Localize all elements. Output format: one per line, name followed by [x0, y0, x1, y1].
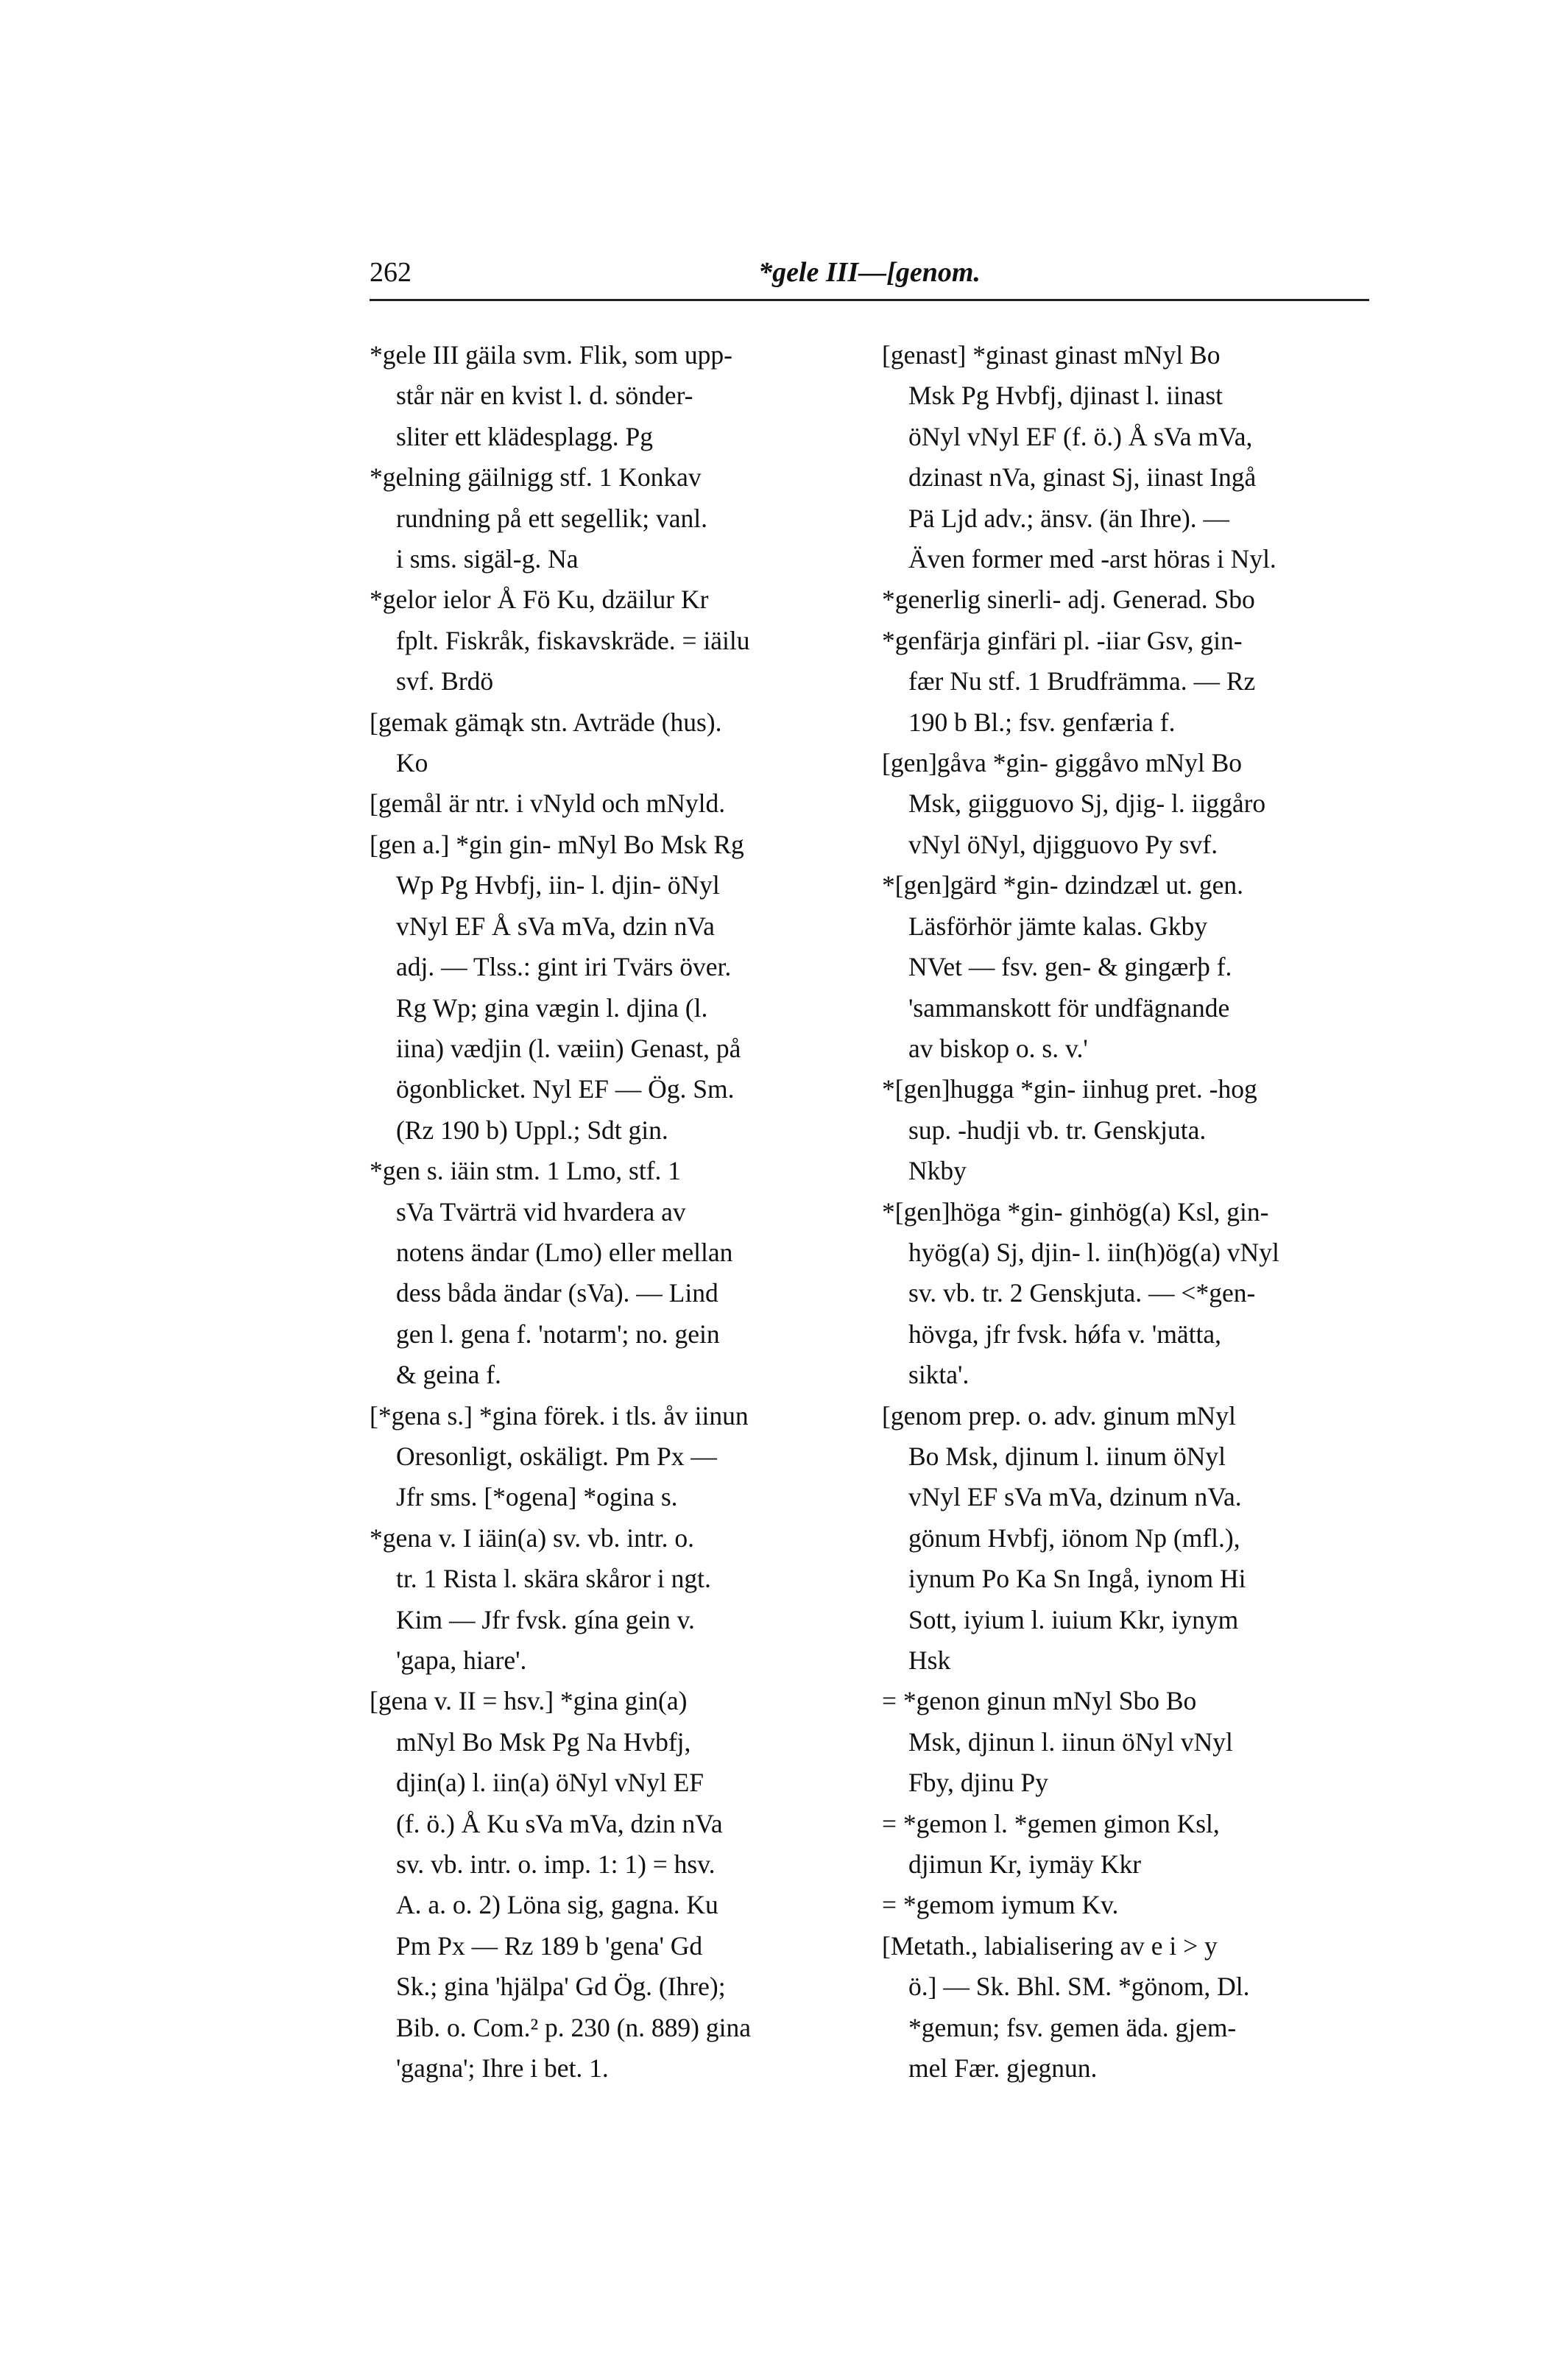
entry-line: *genfärja ginfäri pl. -iiar Gsv, gin- — [882, 625, 1243, 655]
entry-line: sikta'. — [908, 1360, 970, 1390]
entry-line: hyög(a) Sj, djin- l. iin(h)ög(a) vNyl — [908, 1237, 1279, 1267]
entry-line: *gelning gäilnigg stf. 1 Konkav — [370, 462, 702, 493]
entry-line: fær Nu stf. 1 Brudfrämma. — Rz — [908, 666, 1256, 696]
entry-line: djimun Kr, iymäy Kkr — [908, 1849, 1142, 1880]
entry-line: Pm Px — Rz 189 b 'gena' Gd — [396, 1930, 703, 1961]
entry-line: vNyl EF sVa mVa, dzinum nVa. — [908, 1482, 1242, 1512]
entry-line: av biskop o. s. v.' — [908, 1033, 1088, 1063]
entry-line: rundning på ett segellik; vanl. — [396, 503, 707, 533]
entry-line: NVet — fsv. gen- & gingærþ f. — [908, 952, 1232, 982]
entry-line: [Metath., labialisering av e i > y — [882, 1930, 1218, 1961]
entry-line: 190 b Bl.; fsv. genfæria f. — [908, 707, 1176, 737]
entry-line: *gen s. iäin stm. 1 Lmo, stf. 1 — [370, 1156, 682, 1186]
entry-line: *gelor ielor Å Fö Ku, dzäilur Kr — [370, 585, 709, 615]
entry-line: i sms. sigäl-g. Na — [396, 544, 579, 574]
entry-line: [genom prep. o. adv. ginum mNyl — [882, 1400, 1236, 1431]
entry-line: öNyl vNyl EF (f. ö.) Å sVa mVa, — [908, 421, 1253, 451]
entry-line: Jfr sms. [*ogena] *ogina s. — [396, 1482, 678, 1512]
entry-line: notens ändar (Lmo) eller mellan — [396, 1237, 733, 1267]
entry-line: [gen a.] *gin gin- mNyl Bo Msk Rg — [370, 829, 744, 859]
entry-line: sliter ett klädesplagg. Pg — [396, 421, 654, 451]
entry-line: Pä Ljd adv.; änsv. (än Ihre). — — [908, 503, 1230, 533]
entry-line: mel Fær. gjegnun. — [908, 2053, 1098, 2084]
entry-line: fplt. Fiskråk, fiskavskräde. = iäilu — [396, 625, 750, 655]
entry-line: Fby, djinu Py — [908, 1768, 1049, 1798]
page-number: 262 — [370, 257, 412, 288]
entry-line: sVa Tvärträ vid hvardera av — [396, 1196, 686, 1227]
entry-line: iina) vædjin (l. væiin) Genast, på — [396, 1033, 741, 1063]
entry-line: [gena v. II = hsv.] *gina gin(a) — [370, 1686, 688, 1716]
entry-line: Sott, iyium l. iuium Kkr, iynym — [908, 1604, 1239, 1634]
entry-line: gen l. gena f. 'notarm'; no. gein — [396, 1319, 720, 1349]
entry-line: iynum Po Ka Sn Ingå, iynom Hi — [908, 1564, 1246, 1594]
entry-line: [genast] *ginast ginast mNyl Bo — [882, 340, 1221, 370]
entry-line: sv. vb. tr. 2 Genskjuta. — <*gen- — [908, 1278, 1256, 1308]
entry-line: *[gen]gärd *gin- dzindzæl ut. gen. — [882, 870, 1243, 900]
entry-line: adj. — Tlss.: gint iri Tvärs över. — [396, 952, 732, 982]
entry-line: Hsk — [908, 1645, 951, 1675]
entry-line: gönum Hvbfj, iönom Np (mfl.), — [908, 1523, 1240, 1553]
entry-line: ö.] — Sk. Bhl. SM. *gönom, Dl. — [908, 1972, 1250, 2002]
entry-line: 'sammanskott för undfägnande — [908, 992, 1230, 1023]
entry-line: Oresonligt, oskäligt. Pm Px — — [396, 1441, 717, 1471]
entry-line: Rg Wp; gina vægin l. djina (l. — [396, 992, 708, 1023]
entry-line: Wp Pg Hvbfj, iin- l. djin- öNyl — [396, 870, 720, 900]
entry-line: Msk Pg Hvbfj, djinast l. iinast — [908, 381, 1223, 411]
running-head: *gele III—[genom. — [758, 257, 981, 288]
entry-line: vNyl öNyl, djigguovo Py svf. — [908, 829, 1218, 859]
entry-line: står när en kvist l. d. sönder- — [396, 381, 693, 411]
entry-line: *[gen]höga *gin- ginhög(a) Ksl, gin- — [882, 1196, 1269, 1227]
entry-line: sup. -hudji vb. tr. Genskjuta. — [908, 1115, 1207, 1145]
entry-line: *gena v. I iäin(a) sv. vb. intr. o. — [370, 1523, 695, 1553]
entry-line: hövga, jfr fvsk. hǿfa v. 'mätta, — [908, 1319, 1222, 1349]
entry-line: *gemun; fsv. gemen äda. gjem- — [908, 2012, 1237, 2042]
entry-line: & geina f. — [396, 1360, 501, 1390]
entry-line: svf. Brdö — [396, 666, 494, 696]
right-column — [882, 335, 1338, 2089]
entry-line: dzinast nVa, ginast Sj, iinast Ingå — [908, 462, 1257, 493]
entry-line: = *gemon l. *gemen gimon Ksl, — [882, 1808, 1220, 1838]
entry-line: (f. ö.) Å Ku sVa mVa, dzin nVa — [396, 1808, 723, 1838]
entry-line: Sk.; gina 'hjälpa' Gd Ög. (Ihre); — [396, 1972, 726, 2002]
entry-line: mNyl Bo Msk Pg Na Hvbfj, — [396, 1726, 691, 1757]
entry-line: [gemål är ntr. i vNyld och mNyld. — [370, 789, 726, 819]
entry-line: sv. vb. intr. o. imp. 1: 1) = hsv. — [396, 1849, 716, 1880]
entry-line: *generlig sinerli- adj. Generad. Sbo — [882, 585, 1255, 615]
entry-line: dess båda ändar (sVa). — Lind — [396, 1278, 718, 1308]
entry-line: *[gen]hugga *gin- iinhug pret. -hog — [882, 1074, 1257, 1104]
entry-line: Läsförhör jämte kalas. Gkby — [908, 911, 1208, 941]
entry-line: 'gapa, hiare'. — [396, 1645, 527, 1675]
entry-line: 'gagna'; Ihre i bet. 1. — [396, 2053, 609, 2084]
entry-line: Msk, giigguovo Sj, djig- l. iiggåro — [908, 789, 1266, 819]
entry-line: Kim — Jfr fvsk. gína gein v. — [396, 1604, 695, 1634]
entry-line: [gen]gåva *gin- giggåvo mNyl Bo — [882, 748, 1243, 778]
entry-line: *gele III gäila svm. Flik, som upp- — [370, 340, 732, 370]
left-column — [370, 335, 826, 2089]
entry-line: [*gena s.] *gina förek. i tls. åv iinun — [370, 1400, 749, 1431]
page-header — [370, 254, 1369, 297]
entry-line: Msk, djinun l. iinun öNyl vNyl — [908, 1726, 1233, 1757]
entry-line: tr. 1 Rista l. skära skåror i ngt. — [396, 1564, 711, 1594]
entry-line: = *gemom iymum Kv. — [882, 1890, 1119, 1920]
entry-line: A. a. o. 2) Löna sig, gagna. Ku — [396, 1890, 718, 1920]
entry-line: Bib. o. Com.² p. 230 (n. 889) gina — [396, 2012, 751, 2042]
entry-line: Bo Msk, djinum l. iinum öNyl — [908, 1441, 1226, 1471]
entry-line: djin(a) l. iin(a) öNyl vNyl EF — [396, 1768, 704, 1798]
entry-line: ögonblicket. Nyl EF — Ög. Sm. — [396, 1074, 735, 1104]
entry-line: Ko — [396, 748, 428, 778]
entry-line: (Rz 190 b) Uppl.; Sdt gin. — [396, 1115, 668, 1145]
entry-line: vNyl EF Å sVa mVa, dzin nVa — [396, 911, 715, 941]
header-rule — [370, 299, 1369, 301]
entry-line: Även former med -arst höras i Nyl. — [908, 544, 1276, 574]
entry-line: [gemak gämąk stn. Avträde (hus). — [370, 707, 722, 737]
entry-line: Nkby — [908, 1156, 967, 1186]
entry-line: = *genon ginun mNyl Sbo Bo — [882, 1686, 1197, 1716]
